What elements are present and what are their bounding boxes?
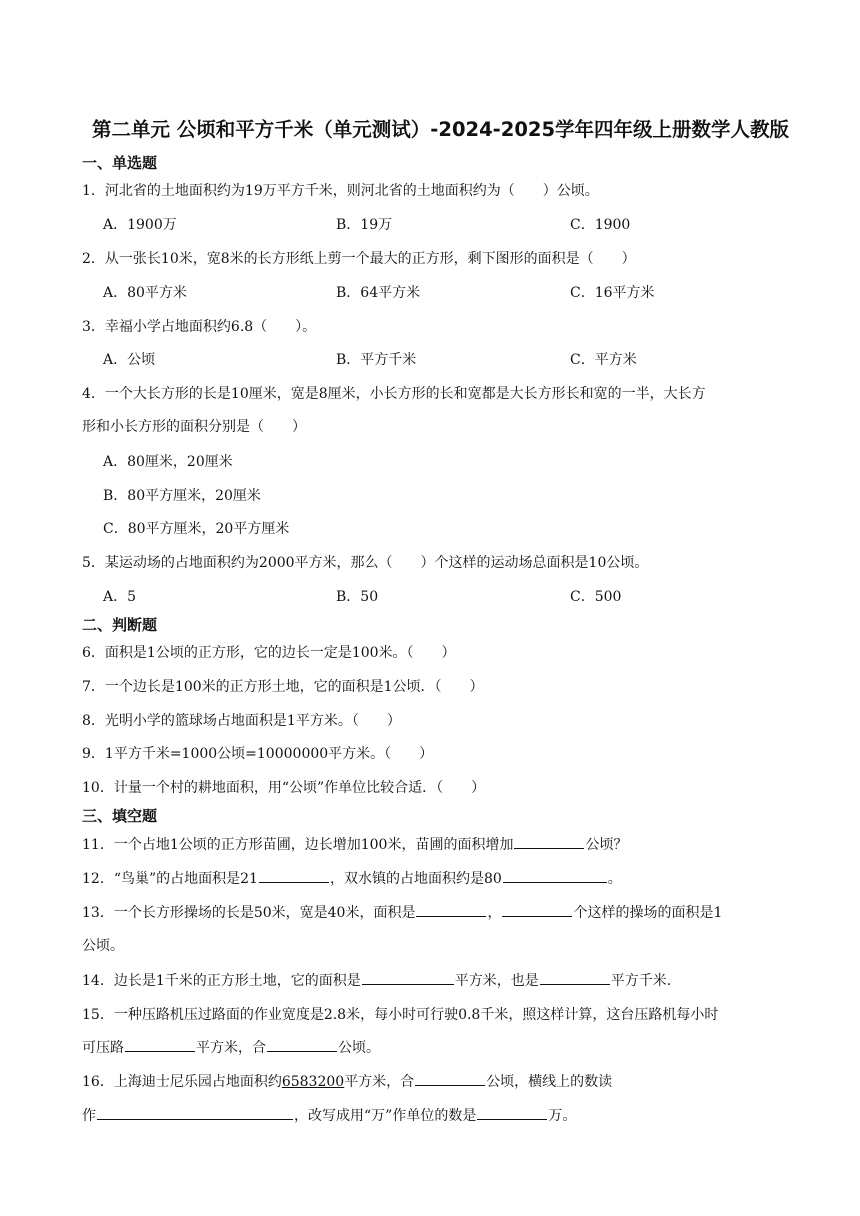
question-13-line-2: 公顷。 <box>82 938 124 954</box>
question-5: 5．某运动场的占地面积约为2000平方米，那么（ ）个这样的运动场总面积是10公顷。 <box>82 555 649 571</box>
q16-text-l2-end: 万。 <box>548 1108 577 1124</box>
q12-text-mid: ，双水镇的占地面积约是80 <box>329 871 502 887</box>
q13-text-end: 个这样的操场的面积是1 <box>573 905 723 921</box>
question-4-line-1: 4．一个大长方形的长是10厘米，宽是8厘米，小长方形的长和宽都是大长方形长和宽的一半，大长方 <box>82 386 706 402</box>
question-4-line-2: 形和小长方形的面积分别是（ ） <box>82 419 306 435</box>
question-3: 3．幸福小学占地面积约6.8（ ）。 <box>82 319 317 335</box>
q11-blank[interactable] <box>514 834 584 849</box>
question-12 <box>82 868 622 888</box>
question-15-line-1: 15．一种压路机压过路面的作业宽度是2.8米，每小时可行驶0.8千米，照这样计算，这台压路机每小时 <box>82 1007 719 1023</box>
q16-underlined-number: 6583200 <box>281 1074 345 1090</box>
q4-option-b[interactable]: B．80平方厘米，20厘米 <box>103 488 261 504</box>
q4-option-c[interactable]: C．80平方厘米，20平方厘米 <box>103 521 290 537</box>
q16-blank-3[interactable] <box>477 1105 547 1120</box>
q15-text-mid: 平方米，合 <box>196 1040 266 1056</box>
q5-option-c[interactable]: C．500 <box>570 589 622 605</box>
q1-option-b[interactable]: B．19万 <box>336 217 393 233</box>
q13-blank-1[interactable] <box>416 902 486 917</box>
q15-blank-1[interactable] <box>125 1037 195 1052</box>
q5-option-b[interactable]: B．50 <box>336 589 379 605</box>
question-8: 8．光明小学的篮球场占地面积是1平方米。（ ） <box>82 713 401 729</box>
q2-option-b[interactable]: B．64平方米 <box>336 285 421 301</box>
page-title: 第二单元 公顷和平方千米（单元测试）-2024-2025学年四年级上册数学人教版 <box>92 118 790 141</box>
question-1: 1．河北省的土地面积约为19万平方千米，则河北省的土地面积约为（ ）公顷。 <box>82 183 599 199</box>
q15-text-end: 公顷。 <box>338 1040 380 1056</box>
q16-text-end: 公顷，横线上的数读 <box>486 1074 613 1090</box>
question-16-line-2 <box>82 1105 576 1125</box>
q1-option-c[interactable]: C．1900 <box>570 217 631 233</box>
question-6: 6．面积是1公顷的正方形，它的边长一定是100米。（ ） <box>82 645 456 661</box>
q14-text: 14．边长是1千米的正方形土地，它的面积是 <box>82 973 361 989</box>
question-2: 2．从一张长10米，宽8米的长方形纸上剪一个最大的正方形，剩下图形的面积是（ ） <box>82 251 636 267</box>
q13-blank-2[interactable] <box>502 902 572 917</box>
q12-text-end: 。 <box>607 871 622 887</box>
q16-blank-1[interactable] <box>415 1071 485 1086</box>
q16-text: 16．上海迪士尼乐园占地面积约 <box>82 1074 282 1090</box>
q3-option-c[interactable]: C．平方米 <box>570 352 637 368</box>
q12-blank-1[interactable] <box>259 868 329 883</box>
q11-text: 11．一个占地1公顷的正方形苗圃，边长增加100米，苗圃的面积增加 <box>82 837 514 853</box>
section-heading-fill-in: 三、填空题 <box>82 807 158 825</box>
q3-option-b[interactable]: B．平方千米 <box>336 352 417 368</box>
q14-text-end: 平方千米. <box>610 973 672 989</box>
question-15-line-2 <box>82 1037 380 1057</box>
q2-option-c[interactable]: C．16平方米 <box>570 285 655 301</box>
section-heading-true-false: 二、判断题 <box>82 616 158 634</box>
question-14 <box>82 970 671 990</box>
q15-blank-2[interactable] <box>267 1037 337 1052</box>
q4-option-a[interactable]: A．80厘米，20厘米 <box>103 454 233 470</box>
question-7: 7．一个边长是100米的正方形土地，它的面积是1公顷．（ ） <box>82 679 484 695</box>
q14-text-mid: 平方米，也是 <box>454 973 539 989</box>
q3-option-a[interactable]: A．公顷 <box>103 352 156 368</box>
question-16-line-1 <box>82 1071 612 1091</box>
question-10: 10．计量一个村的耕地面积，用“公顷”作单位比较合适．（ ） <box>82 780 486 796</box>
q12-text: 12．“鸟巢”的占地面积是21 <box>82 871 258 887</box>
q11-text-end: 公顷？ <box>585 837 628 853</box>
q13-text: 13．一个长方形操场的长是50米，宽是40米，面积是 <box>82 905 416 921</box>
question-13 <box>82 902 722 922</box>
q1-option-a[interactable]: A．1900万 <box>103 217 177 233</box>
question-11 <box>82 834 627 854</box>
section-heading-single-choice: 一、单选题 <box>82 154 158 172</box>
q16-blank-2[interactable] <box>97 1105 293 1120</box>
q16-text-l2-mid: ，改写成用“万”作单位的数是 <box>294 1108 477 1124</box>
question-9: 9．1平方千米=1000公顷=10000000平方米。（ ） <box>82 746 434 762</box>
q15-text: 可压路 <box>82 1040 124 1056</box>
q14-blank-2[interactable] <box>540 970 610 985</box>
q16-text-mid: 平方米，合 <box>344 1074 415 1090</box>
q16-text-l2: 作 <box>82 1108 96 1124</box>
q12-blank-2[interactable] <box>503 868 607 883</box>
q2-option-a[interactable]: A．80平方米 <box>103 285 187 301</box>
q14-blank-1[interactable] <box>362 970 454 985</box>
q5-option-a[interactable]: A．5 <box>103 589 137 605</box>
q13-text-mid: ， <box>487 905 502 921</box>
